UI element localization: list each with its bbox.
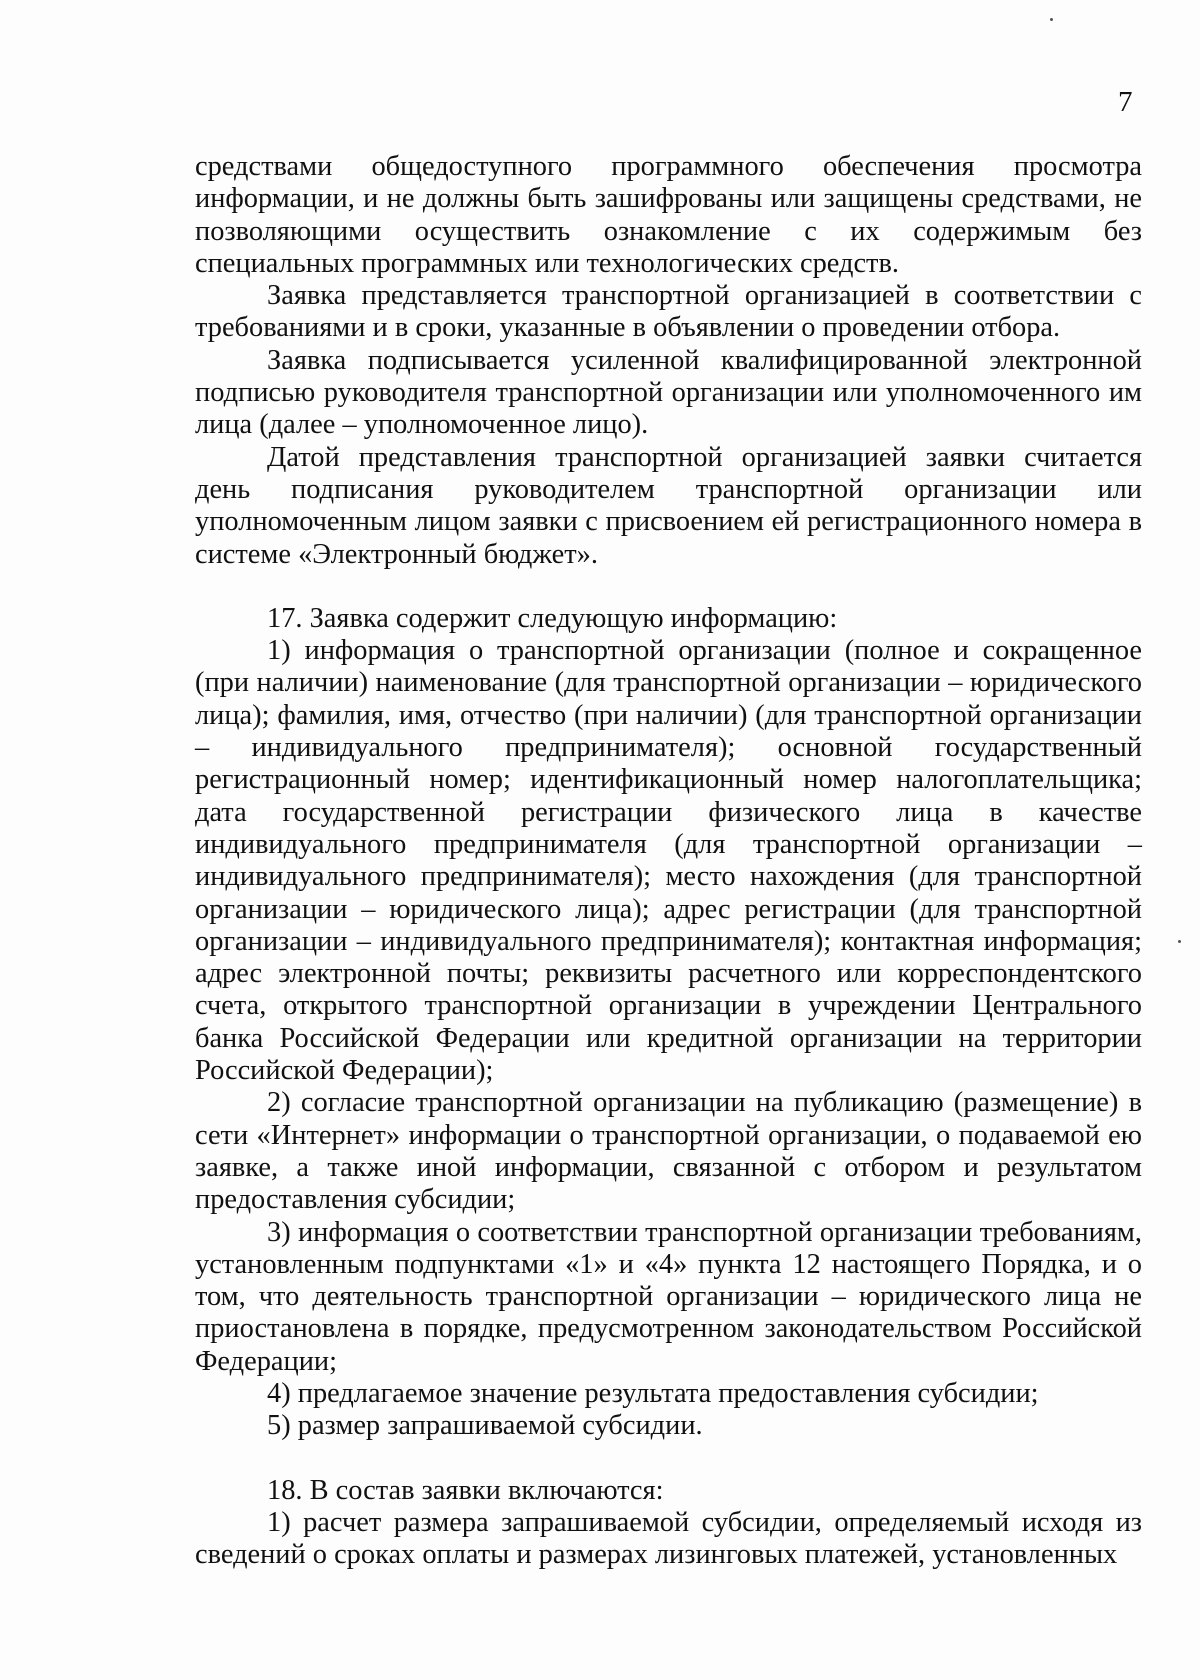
paragraph-continuation: средствами общедоступного программного обеспечения просмотра информации, и не должны быть зашифрованы или защищены средствами, не позволяющими осуществить ознакомление с их содержимым без специальных программных или технологических средств. [195, 151, 1142, 279]
section-17-heading: 17. Заявка содержит следующую информацию: [267, 602, 838, 634]
list-item-17-2: 2) согласие транспортной организации на публикацию (размещение) в сети «Интернет» информации о транспортной организации, о подаваемой ею заявке, а также иной информации, связанной с отбором и результатом предоставления субсидии; [195, 1087, 1142, 1216]
scan-speck [1178, 940, 1181, 943]
section-gap [195, 1443, 1142, 1475]
section-18-heading: 18. В состав заявки включаются: [267, 1474, 664, 1506]
list-item-17-1: 1) информация о транспортной организации (полное и сокращенное (при наличии) наименование (для транспортной организации – юридического лица); фамилия, имя, отчество (при наличии) (для транспортной организации – индивидуального предпринимателя); основной государственный регистрационный номер; идентификационный номер налогоплательщика; дата государственной регистрации физического лица в качестве индивидуального предпринимателя (для транспортной организации – индивидуального предпринимателя); место нахождения (для транспортной организации – юридического лица); адрес регистрации (для транспортной организации – индивидуального предпринимателя); контактная информация; адрес электронной почты; реквизиты расчетного или корреспондентского счета, открытого транспортной организации в учреждении Центрального банка Российской Федерации или кредитной организации на территории Российской Федерации); [195, 635, 1142, 1087]
page-number: 7 [1118, 86, 1133, 118]
section-gap [195, 571, 1142, 603]
paragraph-application-signature: Заявка подписывается усиленной квалифицированной электронной подписью руководителя транспортной организации или уполномоченного им лица (далее – уполномоченное лицо). [195, 344, 1142, 441]
list-item-17-3: 3) информация о соответствии транспортной организации требованиям, установленным подпунктами «1» и «4» пункта 12 настоящего Порядка, и о том, что деятельность транспортной организации – юридического лица не приостановлена в порядке, предусмотренном законодательством Российской Федерации; [195, 1216, 1142, 1377]
list-item-17-5: 5) размер запрашиваемой субсидии. [267, 1410, 703, 1442]
list-item-18-1: 1) расчет размера запрашиваемой субсидии, определяемый исходя из сведений о сроках оплаты и размерах лизинговых платежей, установленных [195, 1506, 1142, 1571]
list-item-17-4: 4) предлагаемое значение результата предоставления субсидии; [267, 1377, 1039, 1409]
paragraph-submission-date: Датой представления транспортной организацией заявки считается день подписания руководителем транспортной организации или уполномоченным лицом заявки с присвоением ей регистрационного номера в системе «Электронный бюджет». [195, 441, 1142, 570]
paragraph-application-submission: Заявка представляется транспортной организацией в соответствии с требованиями и в сроки, указанные в объявлении о проведении отбора. [195, 280, 1142, 344]
document-body [195, 151, 1142, 1571]
scan-speck [1050, 18, 1053, 21]
